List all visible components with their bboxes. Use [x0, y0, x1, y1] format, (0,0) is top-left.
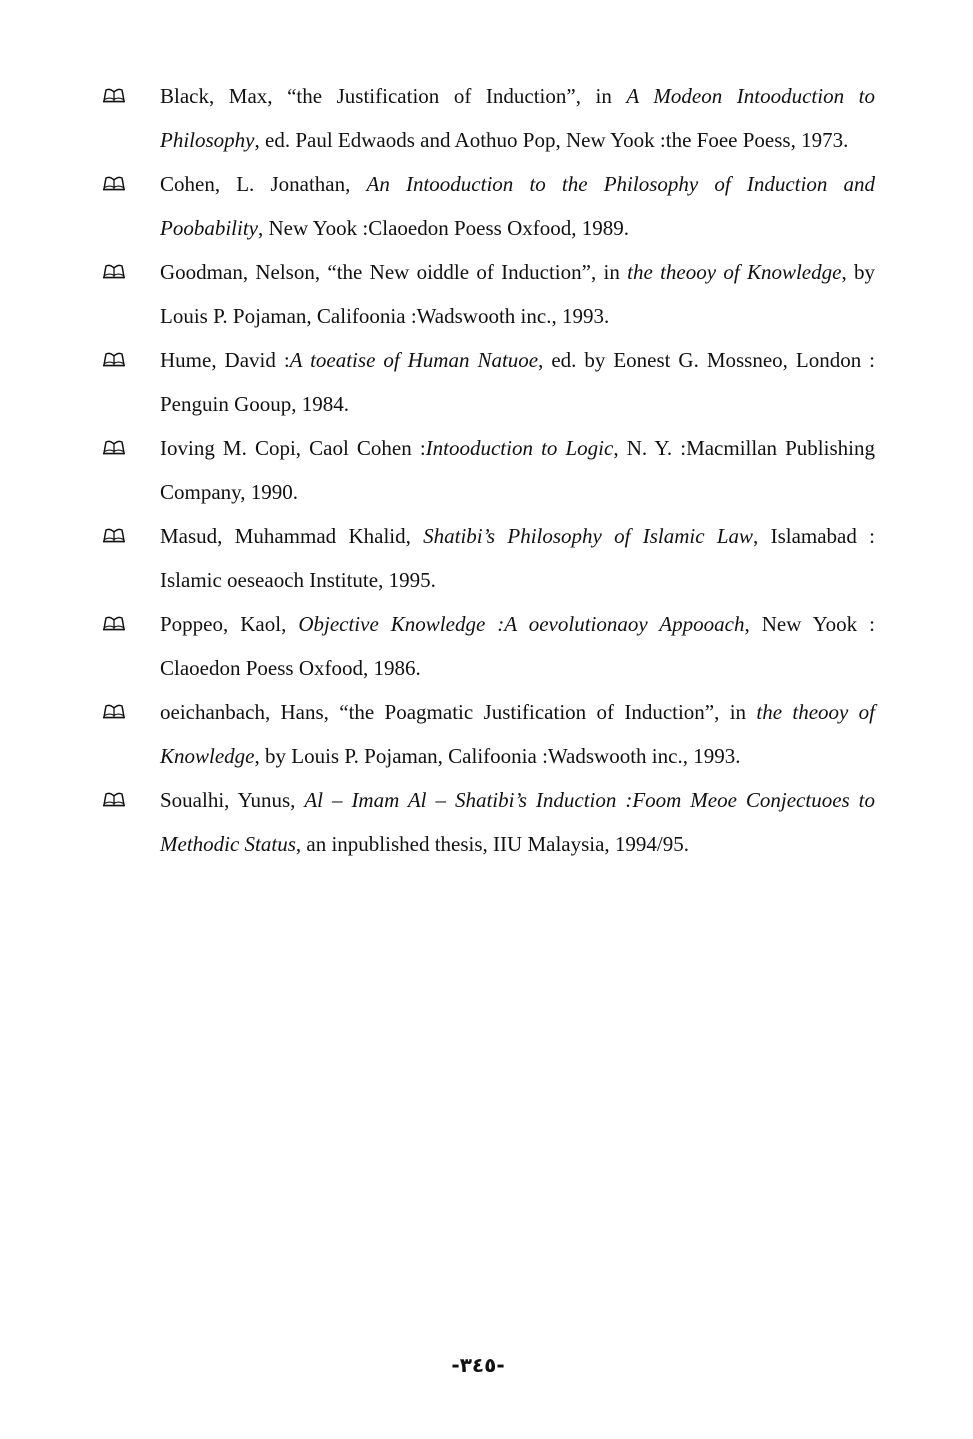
reference-text [160, 690, 875, 778]
reference-segment: Company, 1990. [160, 480, 299, 504]
reference-line [160, 162, 875, 206]
reference-segment: Louis P. Pojaman, Califoonia :Wadswooth inc., 1993. [160, 304, 610, 328]
reference-line [160, 426, 875, 470]
reference-segment: , ed. by Eonest G. Mossneo, London : [538, 348, 875, 372]
reference-entry [0, 338, 973, 426]
reference-text [160, 338, 875, 426]
open-book-icon-graphic [102, 439, 126, 455]
reference-line [160, 690, 875, 734]
open-book-icon-graphic [102, 703, 126, 719]
reference-segment: , Islamabad : [753, 524, 875, 548]
reference-title: Poobability [160, 216, 258, 240]
reference-segment: Black, Max, “the Justification of Induction”, in [160, 84, 627, 108]
open-book-icon [102, 439, 126, 455]
reference-segment: , New Yook : [744, 612, 875, 636]
reference-segment: Penguin Gooup, 1984. [160, 392, 349, 416]
reference-segment: Masud, Muhammad Khalid, [160, 524, 424, 548]
reference-segment: , New Yook :Claoedon Poess Oxfood, 1989. [258, 216, 630, 240]
reference-text [160, 778, 875, 866]
reference-entry [0, 514, 973, 602]
reference-text [160, 426, 875, 514]
reference-line [160, 602, 875, 646]
reference-entry [0, 602, 973, 690]
reference-line [160, 118, 875, 162]
reference-entry [0, 426, 973, 514]
open-book-icon-graphic [102, 791, 126, 807]
reference-line [160, 514, 875, 558]
reference-segment: Soualhi, Yunus, [160, 788, 305, 812]
reference-line [160, 74, 875, 118]
reference-text [160, 162, 875, 250]
reference-text [160, 74, 875, 162]
open-book-icon [102, 87, 126, 103]
reference-segment: , an inpublished thesis, IIU Malaysia, 1994/95. [295, 832, 690, 856]
reference-segment: , by [841, 260, 875, 284]
page-number: -٣٤٥- [451, 1353, 505, 1377]
reference-entry [0, 250, 973, 338]
reference-segment: Islamic oeseaoch Institute, 1995. [160, 568, 436, 592]
reference-segment: , ed. Paul Edwaods and Aothuo Pop, New Yook :the Foee Poess, 1973. [254, 128, 849, 152]
reference-text [160, 250, 875, 338]
reference-title: the theooy of Knowledge [627, 260, 842, 284]
open-book-icon-graphic [102, 615, 126, 631]
open-book-icon-graphic [102, 527, 126, 543]
reference-line [160, 250, 875, 294]
reference-line [160, 206, 875, 250]
reference-line [160, 646, 875, 690]
open-book-icon-graphic [102, 175, 126, 191]
open-book-icon [102, 263, 126, 279]
reference-title: A Modeon Intooduction to [626, 84, 875, 108]
reference-segment: oeichanbach, Hans, “the Poagmatic Justification of Induction”, in [160, 700, 757, 724]
reference-segment: Poppeo, Kaol, [160, 612, 299, 636]
reference-title: the theooy of [756, 700, 875, 724]
reference-segment: Hume, David : [160, 348, 290, 372]
reference-title: Knowledge [160, 744, 255, 768]
reference-title: Methodic Status [160, 832, 296, 856]
reference-title: Philosophy [160, 128, 255, 152]
reference-text [160, 602, 875, 690]
reference-line [160, 294, 875, 338]
reference-line [160, 778, 875, 822]
reference-entry [0, 74, 973, 162]
reference-segment: , N. Y. :Macmillan Publishing [613, 436, 875, 460]
reference-title: A toeatise of Human Natuoe [289, 348, 539, 372]
reference-text [160, 514, 875, 602]
reference-segment: Ioving M. Copi, Caol Cohen : [160, 436, 426, 460]
reference-segment: Goodman, Nelson, “the New oiddle of Induction”, in [160, 260, 628, 284]
reference-title: Objective Knowledge :A oevolutionaoy Appooach [298, 612, 745, 636]
open-book-icon [102, 791, 126, 807]
open-book-icon [102, 615, 126, 631]
open-book-icon [102, 351, 126, 367]
reference-line [160, 822, 875, 866]
reference-line [160, 558, 875, 602]
open-book-icon-graphic [102, 87, 126, 103]
bibliography-list [0, 74, 973, 866]
reference-line [160, 734, 875, 778]
reference-line [160, 338, 875, 382]
open-book-icon [102, 175, 126, 191]
reference-title: Shatibi’s Philosophy of Islamic Law [423, 524, 754, 548]
open-book-icon-graphic [102, 351, 126, 367]
reference-title: Intooduction to Logic [425, 436, 614, 460]
reference-segment: , by Louis P. Pojaman, Califoonia :Wadswooth inc., 1993. [254, 744, 741, 768]
reference-entry [0, 162, 973, 250]
open-book-icon [102, 703, 126, 719]
open-book-icon [102, 527, 126, 543]
reference-entry [0, 690, 973, 778]
open-book-icon-graphic [102, 263, 126, 279]
reference-line [160, 470, 875, 514]
reference-title: An Intooduction to the Philosophy of Induction and [366, 172, 875, 196]
reference-segment: Cohen, L. Jonathan, [160, 172, 367, 196]
reference-segment: Claoedon Poess Oxfood, 1986. [160, 656, 421, 680]
reference-title: Al – Imam Al – Shatibi’s Induction :Foom Meoe Conjectuoes to [304, 788, 875, 812]
reference-line [160, 382, 875, 426]
reference-entry [0, 778, 973, 866]
